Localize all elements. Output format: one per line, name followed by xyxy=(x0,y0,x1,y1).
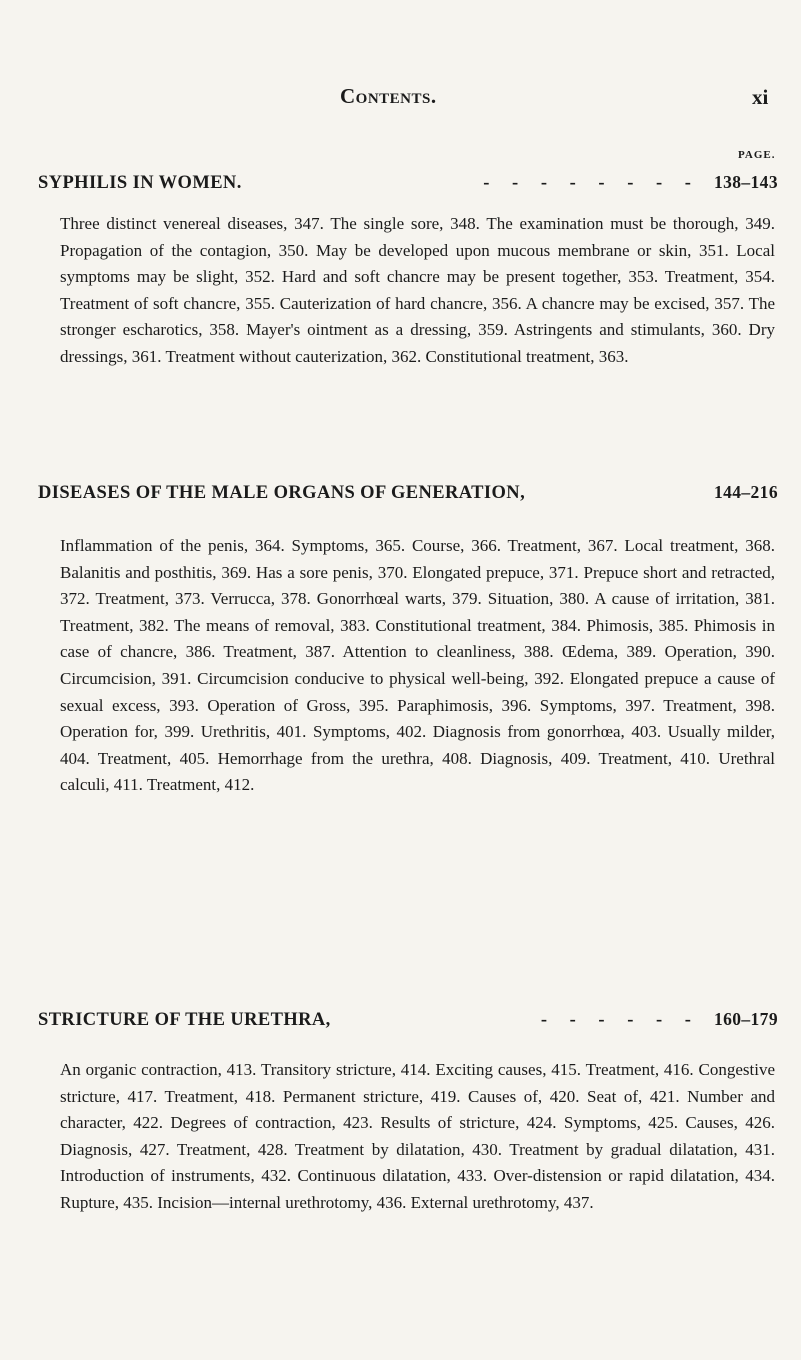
running-header xyxy=(0,84,801,114)
section-summary: Inflammation of the penis, 364. Symptoms, 365. Course, 366. Treatment, 367. Local treatment, 368. Balanitis and posthitis, 369. Has a sore penis, 370. Elongated prepuce, 371. Prepuce short and retracted, 372. Treatment, 373. Verrucca, 378. Gonorrhœal warts, 379. Situation, 380. A cause of irritation, 381. Treatment, 382. The means of removal, 383. Constitutional treatment, 384. Phimosis, 385. Phimosis in case of chancre, 386. Treatment, 387. Attention to cleanliness, 388. Œdema, 389. Operation, 390. Circumcision, 391. Circumcision conducive to physical well-being, 392. Elongated prepuce a cause of sexual excess, 393. Operation of Gross, 395. Paraphimosis, 396. Symptoms, 397. Treatment, 398. Operation for, 399. Urethritis, 401. Symptoms, 402. Diagnosis from gonorrhœa, 403. Usually milder, 404. Treatment, 405. Hemorrhage from the urethra, 408. Diagnosis, 409. Treatment, 410. Urethral calculi, 411. Treatment, 412. xyxy=(60,536,775,795)
toc-section-syphilis-in-women xyxy=(38,172,778,371)
section-heading xyxy=(38,482,778,504)
section-heading xyxy=(38,172,778,194)
page-range: 144–216 xyxy=(713,482,778,502)
toc-section-stricture-of-urethra xyxy=(38,1009,778,1217)
leader-dots: - - - - - - - - xyxy=(483,173,700,193)
section-title: STRICTURE OF THE URETHRA, xyxy=(38,1010,331,1030)
section-heading xyxy=(38,1009,778,1031)
page-range: 138–143 xyxy=(713,172,778,192)
section-summary: An organic contraction, 413. Transitory stricture, 414. Exciting causes, 415. Treatment, 416. Congestive stricture, 417. Treatment, 418. Permanent stricture, 419. Causes of, 420. Seat of, 421. Number and character, 422. Degrees of contraction, 423. Results of stricture, 424. Symptoms, 425. Causes, 426. Diagnosis, 427. Treatment, 428. Treatment by dilatation, 430. Treatment by gradual dilatation, 431. Introduction of instruments, 432. Continuous dilatation, 433. Over-distension or rapid dilatation, 434. Rupture, 435. Incision—internal urethrotomy, 436. External urethrotomy, 437. xyxy=(60,1060,775,1212)
toc-section-diseases-male-organs xyxy=(38,482,778,799)
leader-dots: - - - - - - xyxy=(540,1010,700,1030)
header-title: Contents. xyxy=(340,84,437,108)
header-page-number: xi xyxy=(752,85,769,109)
section-title: SYPHILIS IN WOMEN. xyxy=(38,173,242,193)
section-title: DISEASES OF THE MALE ORGANS OF GENERATION, xyxy=(38,483,526,503)
page-range: 160–179 xyxy=(713,1009,778,1029)
page-column-label: PAGE. xyxy=(738,149,776,161)
section-summary: Three distinct venereal diseases, 347. The single sore, 348. The examination must be thorough, 349. Propagation of the contagion, 350. May be developed upon mucous membrane or skin, 351. Local symptoms may be slight, 352. Hard and soft chancre may be present together, 353. Treatment, 354. Treatment of soft chancre, 355. Cauterization of hard chancre, 356. A chancre may be excised, 357. The stronger escharotics, 358. Mayer's ointment as a dressing, 359. Astringents and stimulants, 360. Dry dressings, 361. Treatment without cauterization, 362. Constitutional treatment, 363. xyxy=(60,214,775,366)
